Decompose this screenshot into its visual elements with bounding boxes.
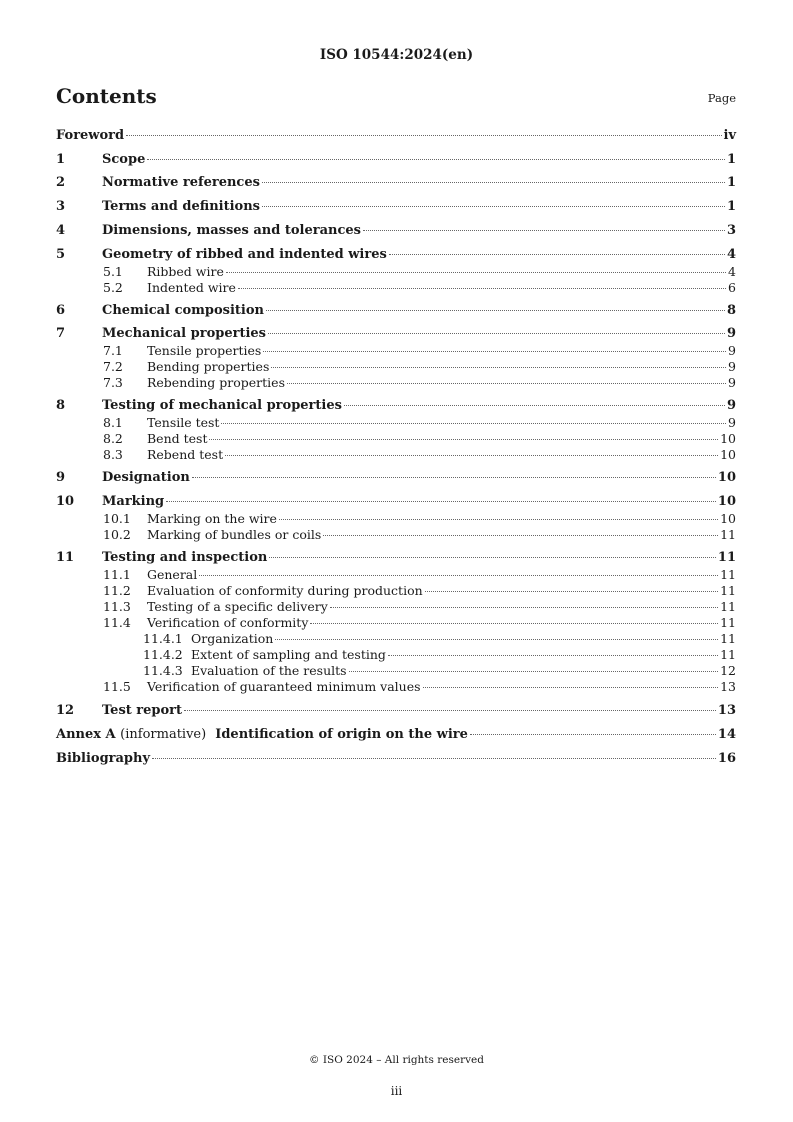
toc-entry-page: 1 [726,152,736,167]
toc-entry-title: Bending properties [147,359,270,374]
toc-subentry[interactable] [56,264,736,279]
toc-entry-title: Evaluation of the results [191,663,347,678]
toc-entry-page: 4 [728,264,736,279]
toc-entry-title: Terms and definitions [102,199,260,214]
toc-entry-number: 8.2 [103,431,123,446]
toc-entry[interactable] [56,152,736,167]
dot-leader [323,535,718,536]
toc-entry[interactable] [56,223,736,238]
dot-leader [349,671,719,672]
toc-entry-title: Evaluation of conformity during production [147,583,423,598]
toc-entry-number: 11.4.3 [143,663,183,678]
dot-leader [470,734,716,735]
toc-entry-title: Marking [102,494,165,509]
dot-leader [166,501,716,502]
toc-entry[interactable] [56,494,736,509]
toc-entry-title: Testing and inspection [102,550,268,565]
toc-subsubentry[interactable] [56,631,736,646]
toc-entry-title: Extent of sampling and testing [191,647,386,662]
toc-entry-page: 13 [720,679,736,694]
toc-entry-page: 9 [728,359,736,374]
toc-entry-number: 2 [56,175,66,190]
toc-entry-title: Ribbed wire [147,264,224,279]
dot-leader [126,135,721,136]
dot-leader [268,333,725,334]
dot-leader [152,758,716,759]
dot-leader [275,639,718,640]
toc-entry-page: 9 [728,415,736,430]
toc-entry[interactable] [56,303,736,318]
toc-entry-page: 10 [720,511,736,526]
toc-entry-title: Scope [102,152,146,167]
toc-entry-number: 3 [56,199,66,214]
toc-entry-title: Testing of mechanical properties [102,398,342,413]
toc-entry-number: 10.1 [103,511,131,526]
dot-leader [192,477,716,478]
toc-entry-page: 6 [728,280,736,295]
toc-entry-title: Tensile properties [147,343,262,358]
toc-subentry[interactable] [56,583,736,598]
toc-subsubentry[interactable] [56,663,736,678]
toc-entry[interactable] [56,398,736,413]
toc-entry-title: Dimensions, masses and tolerances [102,223,361,238]
toc-entry-title: Foreword [56,128,125,143]
toc-entry-page: 11 [720,527,736,542]
dot-leader [271,367,726,368]
toc-entry-title: Tensile test [147,415,220,430]
toc-entry-page: 4 [726,247,736,262]
dot-leader [238,288,726,289]
toc-entry-title: Mechanical properties [102,326,266,341]
toc-subentry[interactable] [56,599,736,614]
document-id-header: ISO 10544:2024(en) [319,47,474,63]
toc-subentry[interactable] [56,431,736,446]
copyright-footer: © ISO 2024 – All rights reserved [309,1054,484,1066]
contents-title: Contents [56,84,157,108]
toc-entry-number: 11.4.1 [143,631,183,646]
toc-entry-page: 1 [726,175,736,190]
toc-entry-number: 7 [56,326,66,341]
dot-leader [221,423,726,424]
toc-entry-number: 8.3 [103,447,123,462]
dot-leader [262,206,725,207]
toc-subentry[interactable] [56,280,736,295]
toc-entry-number: Annex A [56,727,116,742]
toc-subentry[interactable] [56,527,736,542]
toc-entry-page: iv [723,128,736,143]
toc-subentry[interactable] [56,359,736,374]
dot-leader [287,383,726,384]
toc-entry-number: 10.2 [103,527,131,542]
toc-entry-number: 8.1 [103,415,123,430]
toc-entry-title: Test report [102,703,183,718]
toc-entry-title: Identification of origin on the wire [215,727,468,742]
toc-entry-page: 10 [720,447,736,462]
dot-leader [425,591,718,592]
toc-entry-title: Chemical composition [102,303,264,318]
toc-entry-title: Bend test [147,431,208,446]
toc-entry-title: Verification of conformity [147,615,309,630]
toc-entry-page: 8 [726,303,736,318]
toc-entry-page: 14 [717,727,736,742]
toc-entry-page: 11 [720,583,736,598]
toc-subentry[interactable] [56,343,736,358]
toc-entry-number: 11.4.2 [143,647,183,662]
toc-entry-title: Verification of guaranteed minimum values [147,679,421,694]
toc-entry-title: Normative references [102,175,260,190]
toc-entry-title: Marking of bundles or coils [147,527,322,542]
dot-leader [184,710,716,711]
toc-subsubentry[interactable] [56,647,736,662]
toc-entry-number: 7.1 [103,343,123,358]
toc-entry[interactable] [56,470,736,485]
toc-entry-number: 5.1 [103,264,123,279]
toc-entry-title: Marking on the wire [147,511,277,526]
toc-entry-page: 11 [720,567,736,582]
toc-entry-title: Designation [102,470,190,485]
toc-entry-number: 11 [56,550,75,565]
toc-entry-page: 10 [720,431,736,446]
toc-entry-page: 11 [720,647,736,662]
toc-entry-number: 8 [56,398,66,413]
toc-entry-number: 10 [56,494,75,509]
dot-leader [269,557,716,558]
toc-entry-number: 4 [56,223,66,238]
toc-entry-number: 11.4 [103,615,131,630]
toc-entry-number: 7.2 [103,359,123,374]
dot-leader [266,310,725,311]
toc-entry-number: 7.3 [103,375,123,390]
toc-entry-bibliography[interactable] [56,751,736,766]
toc-entry-number: 11.2 [103,583,131,598]
toc-entry-page: 3 [726,223,736,238]
toc-entry-number: 6 [56,303,66,318]
toc-entry-page: 10 [717,470,736,485]
toc-entry-title: Rebend test [147,447,224,462]
toc-entry-page: 9 [726,326,736,341]
toc-entry-page: 16 [717,751,736,766]
toc-entry-page: 11 [717,550,736,565]
toc-entry-page: 13 [717,703,736,718]
toc-entry[interactable] [56,199,736,214]
page-number: iii [390,1084,403,1098]
toc-entry-page: 1 [726,199,736,214]
toc-entry-page: 9 [726,398,736,413]
toc-subentry[interactable] [56,615,736,630]
toc-entry-title: Bibliography [56,751,151,766]
toc-entry-page: 12 [720,663,736,678]
annex-informative-note: (informative) [120,727,207,742]
toc-subentry[interactable] [56,567,736,582]
dot-leader [310,623,718,624]
toc-entry-title: Organization [191,631,274,646]
toc-entry-number: 11.1 [103,567,131,582]
toc-subentry[interactable] [56,511,736,526]
toc-entry-number: 9 [56,470,66,485]
dot-leader [225,455,718,456]
dot-leader [330,607,718,608]
dot-leader [344,405,725,406]
dot-leader [363,230,725,231]
dot-leader [388,655,718,656]
dot-leader [209,439,718,440]
toc-entry-title: Geometry of ribbed and indented wires [102,247,387,262]
toc-subentry[interactable] [56,375,736,390]
dot-leader [279,519,718,520]
toc-entry-number: 5 [56,247,66,262]
toc-subentry[interactable] [56,447,736,462]
toc-entry-number: 5.2 [103,280,123,295]
toc-entry[interactable] [56,703,736,718]
page-column-label: Page [707,91,736,105]
toc-entry[interactable] [56,326,736,341]
toc-entry-page: 9 [728,375,736,390]
toc-entry[interactable] [56,550,736,565]
dot-leader [389,254,725,255]
dot-leader [262,182,725,183]
toc-entry-page: 11 [720,615,736,630]
toc-entry-number: 11.3 [103,599,131,614]
dot-leader [263,351,726,352]
toc-subentry[interactable] [56,679,736,694]
toc-entry-page: 9 [728,343,736,358]
toc-entry-title: General [147,567,198,582]
toc-entry-page: 11 [720,631,736,646]
toc-entry-number: 1 [56,152,66,167]
toc-entry[interactable] [56,247,736,262]
dot-leader [423,687,719,688]
toc-entry-number: 12 [56,703,75,718]
dot-leader [147,159,725,160]
toc-entry-title: Rebending properties [147,375,285,390]
toc-entry-foreword[interactable] [56,128,736,143]
toc-entry-number: 11.5 [103,679,131,694]
toc-entry[interactable] [56,175,736,190]
toc-entry-page: 11 [720,599,736,614]
toc-entry-page: 10 [717,494,736,509]
toc-entry-title: Indented wire [147,280,236,295]
toc-subentry[interactable] [56,415,736,430]
dot-leader [226,272,726,273]
toc-entry-title: Testing of a specific delivery [147,599,328,614]
toc-entry-annex-a[interactable] [56,727,736,742]
dot-leader [199,575,718,576]
